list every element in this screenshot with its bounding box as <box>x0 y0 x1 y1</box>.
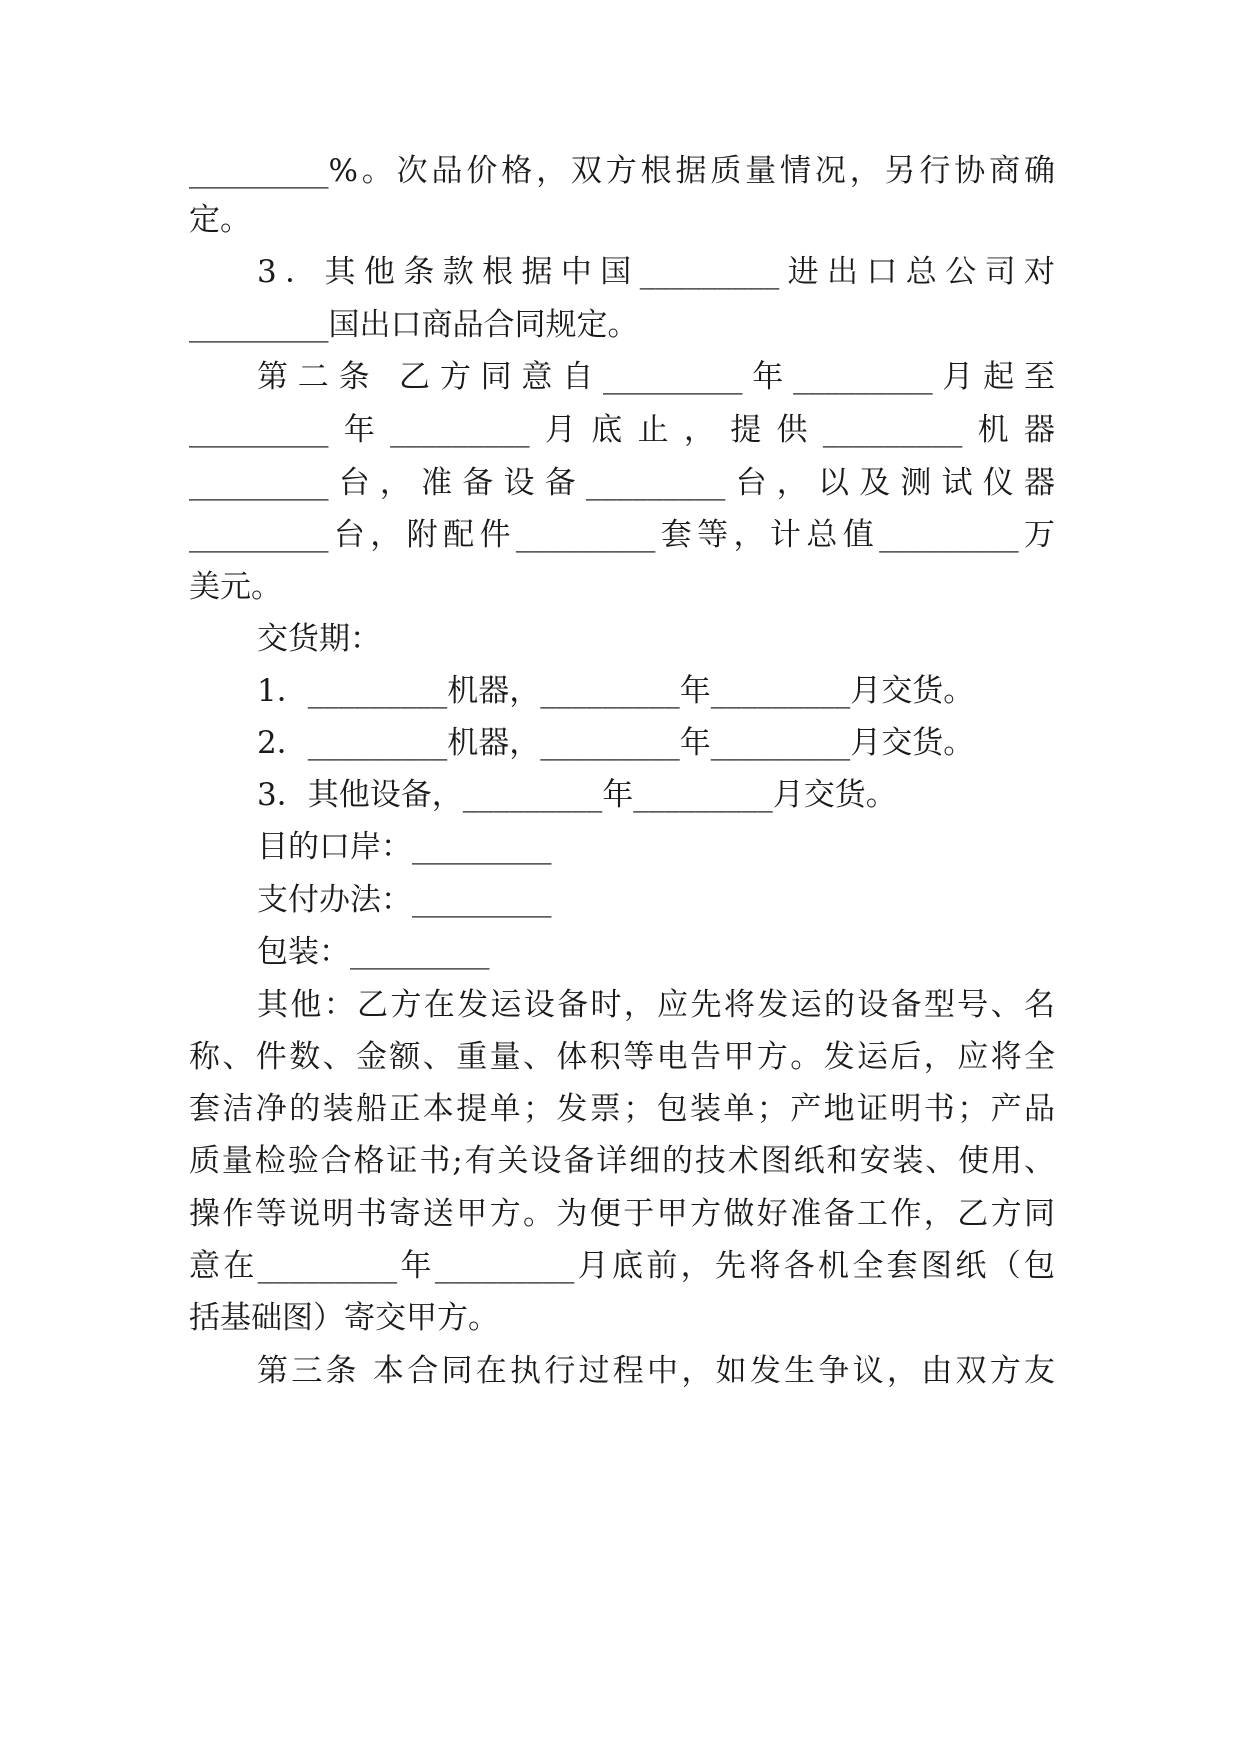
text-line: 支付办法：_________ <box>257 882 552 918</box>
text-line: _________台，附配件_________套等，计总值_________万 <box>189 517 1055 553</box>
text-line: _________年_________月底止，提供_________机器 <box>189 412 1055 448</box>
text-line: _________%。次品价格，双方根据质量情况，另行协商确 <box>189 153 1055 189</box>
text-line: 3．其他设备，_________年_________月交货。 <box>257 777 897 813</box>
text-line: 目的口岸：_________ <box>257 829 552 865</box>
text-line: _________国出口商品合同规定。 <box>189 307 639 343</box>
text-line: 第二条 乙方同意自_________年_________月起至 <box>257 359 1055 395</box>
text-line: 美元。 <box>189 569 282 605</box>
text-line: 2．_________机器，_________年_________月交货。 <box>257 725 975 761</box>
text-line: 套洁净的装船正本提单；发票；包装单；产地证明书；产品 <box>189 1091 1055 1127</box>
text-line: 质量检验合格证书;有关设备详细的技术图纸和安装、使用、 <box>189 1143 1055 1179</box>
text-line: _________台，准备设备_________台，以及测试仪器 <box>189 465 1055 501</box>
text-line: 其他：乙方在发运设备时，应先将发运的设备型号、名 <box>257 987 1055 1023</box>
text-line: 交货期： <box>257 621 381 657</box>
text-line: 括基础图）寄交甲方。 <box>189 1300 499 1336</box>
text-line: 操作等说明书寄送甲方。为便于甲方做好准备工作，乙方同 <box>189 1196 1055 1232</box>
text-line: 包装：_________ <box>257 934 490 970</box>
text-line: 定。 <box>189 202 251 238</box>
text-line: 意在_________年_________月底前，先将各机全套图纸（包 <box>189 1248 1055 1284</box>
text-line: 3．其他条款根据中国_________进出口总公司对 <box>257 254 1055 290</box>
text-line: 第三条 本合同在执行过程中，如发生争议，由双方友 <box>257 1353 1055 1389</box>
text-line: 1．_________机器，_________年_________月交货。 <box>257 673 975 709</box>
text-line: 称、件数、金额、重量、体积等电告甲方。发运后，应将全 <box>189 1039 1055 1075</box>
